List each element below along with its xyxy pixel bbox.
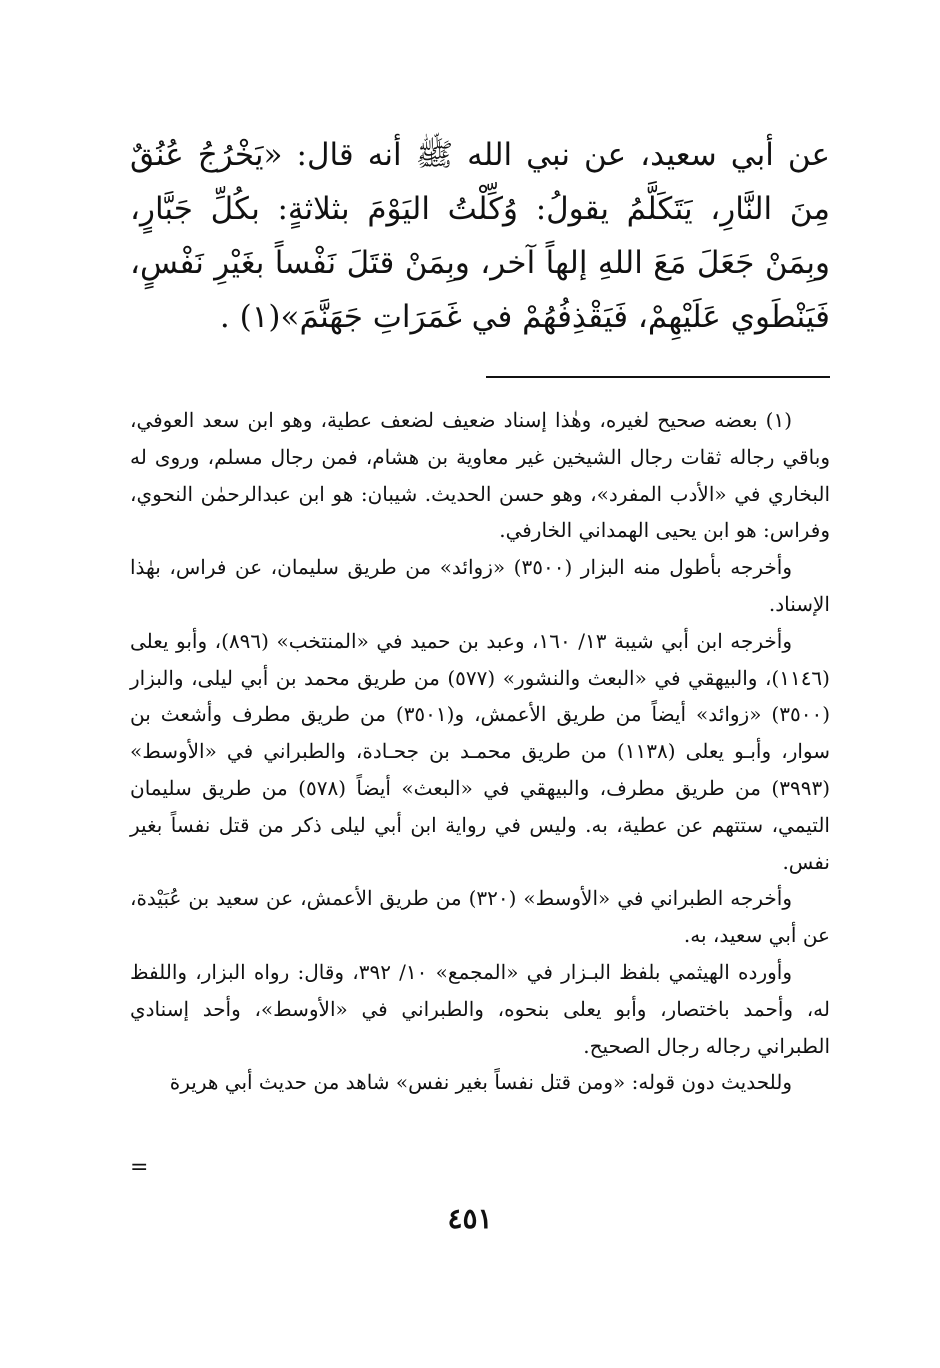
footnote-paragraph-3: وأخرجه ابن أبي شيبة ١٣/ ١٦٠، وعبد بن حميد في «المنتخب» (٨٩٦)، وأبو يعلى (١١٤٦)، والبيهقي في «البعث والنشور» (٥٧٧) من طريق محمد بن أبي ليلى، والبزار (٣٥٠٠) «زوائد» أيضاً من طريق الأعمش، و(٣٥٠١) من طريق مطرف وأشعث بن سوار، وأبـو يعلى (١١٣٨) من طريق محمـد بن جحـادة، والطبراني في «الأوسط» (٣٩٩٣) من طريق مطرف، والبيهقي في «البعث» أيضاً (٥٧٨) من طريق سليمان التيمي، ستتهم عن عطية، به. وليس في رواية ابن أبي ليلى ذكر من قتل نفساً بغير نفس. xyxy=(130,628,830,874)
continuation-mark: = xyxy=(130,1155,149,1180)
hadith-text xyxy=(130,128,830,344)
footnote-divider xyxy=(486,376,830,378)
footnote-paragraph-5: وأورده الهيثمي بلفظ البـزار في «المجمع» ١٠/ ٣٩٢، وقال: رواه البزار، واللفظ له، وأحمد باختصار، وأبو يعلى بنحوه، والطبراني في «الأوسط»، وأحد إسنادي الطبراني رجاله رجال الصحيح. xyxy=(130,959,830,1058)
footnote-paragraph-2: وأخرجه بأطول منه البزار (٣٥٠٠) «زوائد» من طريق سليمان، عن فراس، بهٰذا الإسناد. xyxy=(130,555,830,616)
hadith-paragraph: عن أبي سعيد، عن نبي الله ﷺ أنه قال: «يَخْرُجُ عُنُقٌ مِنَ النَّارِ، يَتَكَلَّمُ يقولُ: وُكِّلْتُ اليَوْمَ بثلاثةٍ: بكُلِّ جَبَّارٍ، وبِمَنْ جَعَلَ مَعَ اللهِ إلهاً آخر، وبِمَنْ قتَلَ نَفْساً بغَيْرِ نَفْسٍ، فَيَنْطَوي عَلَيْهِمْ، فَيَقْذِفُهُمْ في غَمَرَاتِ جَهَنَّمَ»(١) . xyxy=(130,137,830,335)
footnote-paragraph-4: وأخرجه الطبراني في «الأوسط» (٣٢٠) من طريق الأعمش، عن سعيد بن عُبَيْدة، عن أبي سعيد، به. xyxy=(130,886,830,948)
footnote-paragraph-6: وللحديث دون قوله: «ومن قتل نفساً بغير نفس» شاهد من حديث أبي هريرة xyxy=(169,1070,792,1095)
footnotes-section xyxy=(130,402,830,1101)
footnote-1: (١) بعضه صحيح لغيره، وهٰذا إسناد ضعيف لضعف عطية، وهو ابن سعد العوفي، وباقي رجاله ثقات رجال الشيخين غير معاوية بن هشام، فمن رجال مسلم، وروى له البخاري في «الأدب المفرد»، وهو حسن الحديث. شيبان: هو ابن عبدالرحمٰن النحوي، وفراس: هو ابن يحيى الهمداني الخارفي. xyxy=(130,408,831,543)
page-number: ٤٥١ xyxy=(447,1202,493,1235)
